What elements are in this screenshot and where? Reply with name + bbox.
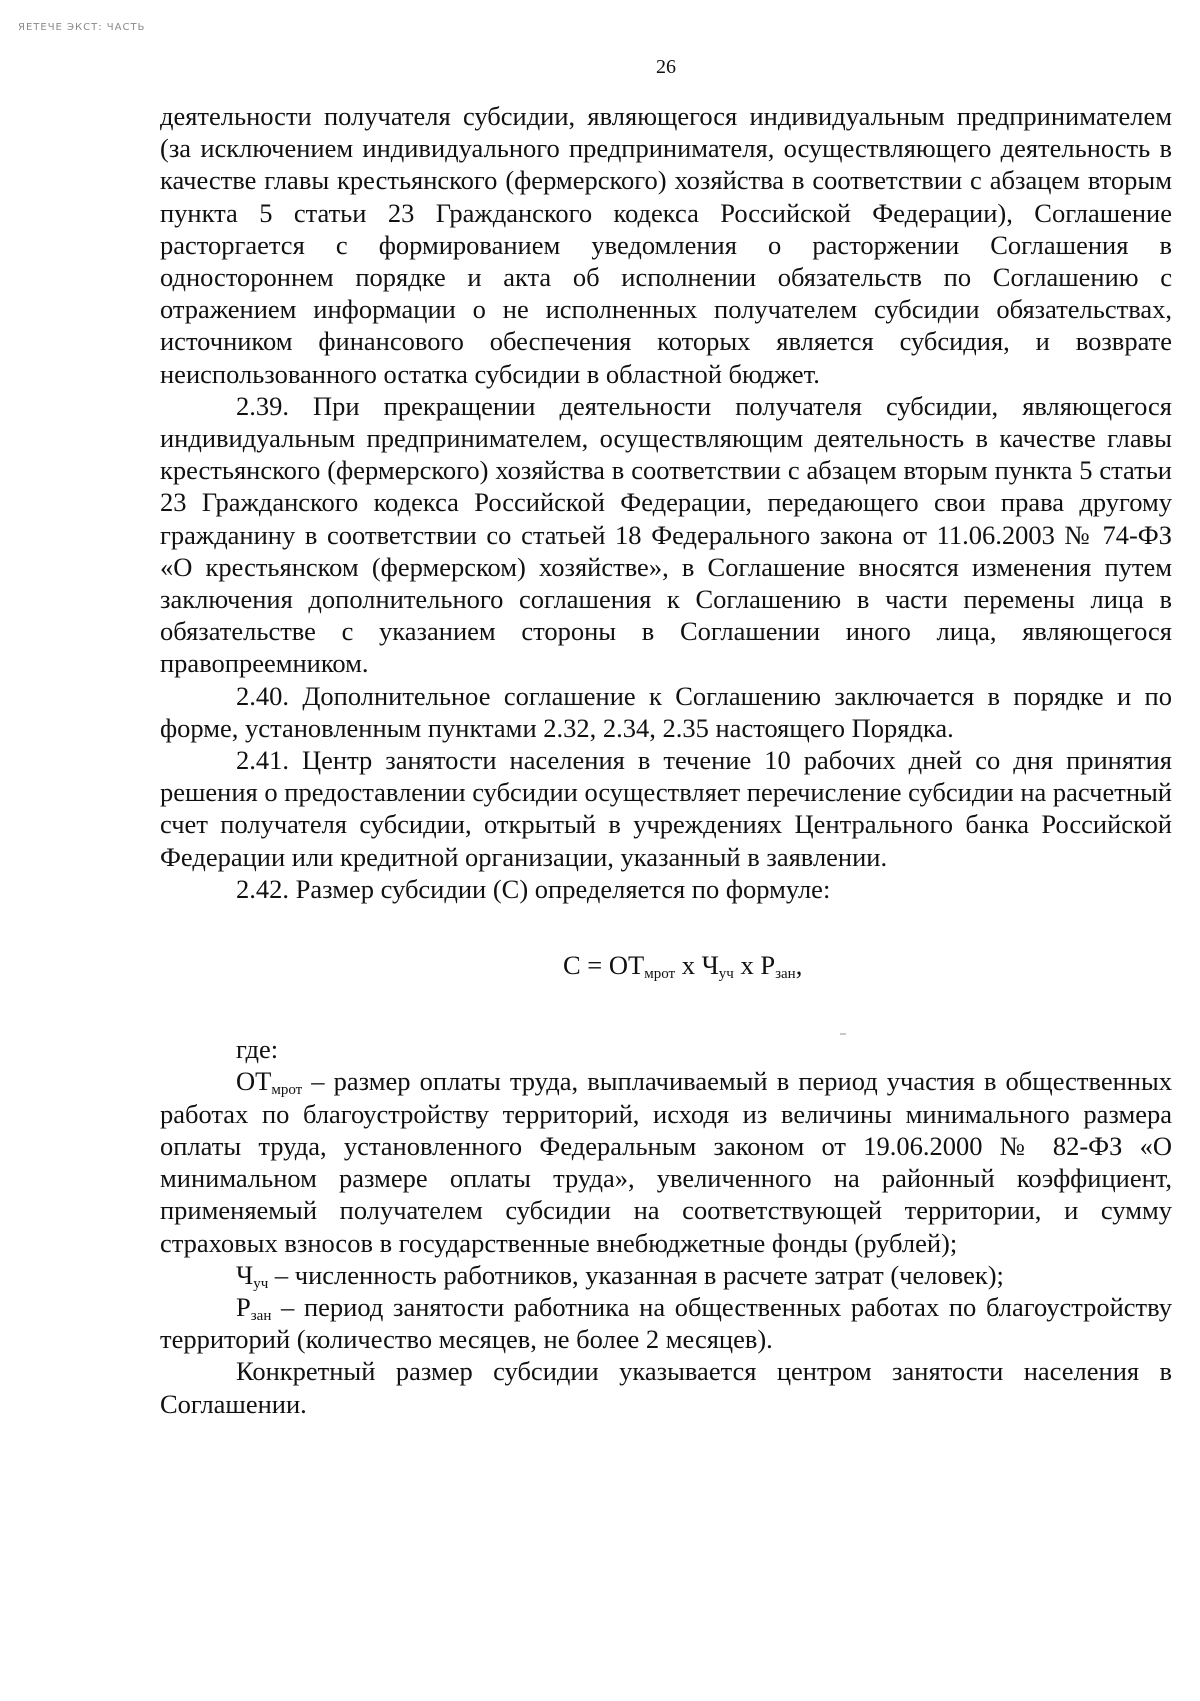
paragraph-2-42: 2.42. Размер субсидии (С) определяется по формуле: bbox=[236, 873, 831, 904]
subsidy-formula bbox=[160, 949, 1172, 981]
definition-ch-symbol: $Ч_{уч}$ bbox=[236, 1259, 269, 1292]
definition-p-symbol: $Р_{зан}$ bbox=[236, 1291, 272, 1324]
document-body bbox=[160, 100, 1172, 1420]
paragraph-2-41: 2.41. Центр занятости населения в течение 10 рабочих дней со дня принятия решения о предоставлении субсидии осуществляет перечисление субсидии на расчетный счет получателя субсидии, открытый в учреждениях Центрального банка Российской Федерации или кредитной организации, указанный в заявлении. bbox=[160, 745, 1172, 872]
formula-tail: , bbox=[795, 950, 803, 981]
definition-p bbox=[160, 1291, 1172, 1355]
definition-p-text: – период занятости работника на общественных работах по благоустройству территорий (количество месяцев, не более 2 месяцев). bbox=[160, 1291, 1172, 1355]
definition-ch bbox=[160, 1259, 1172, 1291]
paragraph-2-39: 2.39. При прекращении деятельности получателя субсидии, являющегося индивидуальным предпринимателем, осуществляющим деятельность в качестве главы крестьянского (фермерского) хозяйства в соответствии с абзацем вторым пункта 5 статьи 23 Гражданского кодекса Российской Федерации, передающего свои права другому гражданину в соответствии со статьей 18 Федерального закона от 11.06.2003 № 74-ФЗ «О крестьянском (фермерском) хозяйстве», в Соглашение вносятся изменения путем заключения дополнительного соглашения к Соглашению в части перемены лица в обязательстве с указанием стороны в Соглашении иного лица, являющегося правопреемником. bbox=[160, 390, 1172, 679]
definition-ot-text: – размер оплаты труда, выплачиваемый в период участия в общественных работах по благоустройству территорий, исходя из величины минимального размера оплаты труда, установленного Федеральным законом от 19.06.2000 № 82-ФЗ «О минимальном размере оплаты труда», увеличенного на районный коэффициент, применяемый получателем субсидии на соответствующей территории, и сумму страховых взносов в государственные внебюджетные фонды (рублей); bbox=[160, 1066, 1172, 1258]
formula-p: $Р_{зан}$ bbox=[760, 950, 796, 983]
paragraph-2-40: 2.40. Дополнительное соглашение к Соглашению заключается в порядке и по форме, установленным пунктами 2.32, 2.34, 2.35 настоящего Порядка. bbox=[160, 680, 1172, 743]
formula-lhs: С = bbox=[563, 950, 609, 981]
formula-ot: $ОТ_{мрот}$ bbox=[608, 950, 676, 983]
formula-ch: $Ч_{уч}$ bbox=[701, 950, 734, 983]
definition-ot bbox=[160, 1065, 1172, 1258]
where-label: где: bbox=[236, 1034, 279, 1065]
scan-mark: ЯЕТЕЧЕ ЭКСТ: ЧАСТЬ bbox=[18, 22, 146, 33]
formula-times-2: х bbox=[733, 950, 761, 981]
definition-ch-text: – численность работников, указанная в расчете затрат (человек); bbox=[268, 1259, 1004, 1290]
definition-ot-symbol: $ОТ_{мрот}$ bbox=[236, 1066, 303, 1099]
formula-times-1: х bbox=[675, 950, 702, 981]
page-number: 26 bbox=[656, 56, 676, 78]
paragraph-final: Конкретный размер субсидии указывается центром занятости населения в Соглашении. bbox=[160, 1356, 1172, 1419]
paragraph-continuation: деятельности получателя субсидии, являющегося индивидуальным предпринимателем (за исключением индивидуального предпринимателя, осуществляющего деятельность в качестве главы крестьянского (фермерского) хозяйства в соответствии с абзацем вторым пункта 5 статьи 23 Гражданского кодекса Российской Федерации), Соглашение расторгается с формированием уведомления о расторжении Соглашения в одностороннем порядке и акта об исполнении обязательств по Соглашению с отражением информации о не исполненных получателем субсидии обязательствах, источником финансового обеспечения которых является субсидия, и возврате неиспользованного остатка субсидии в областной бюджет. bbox=[160, 101, 1172, 389]
